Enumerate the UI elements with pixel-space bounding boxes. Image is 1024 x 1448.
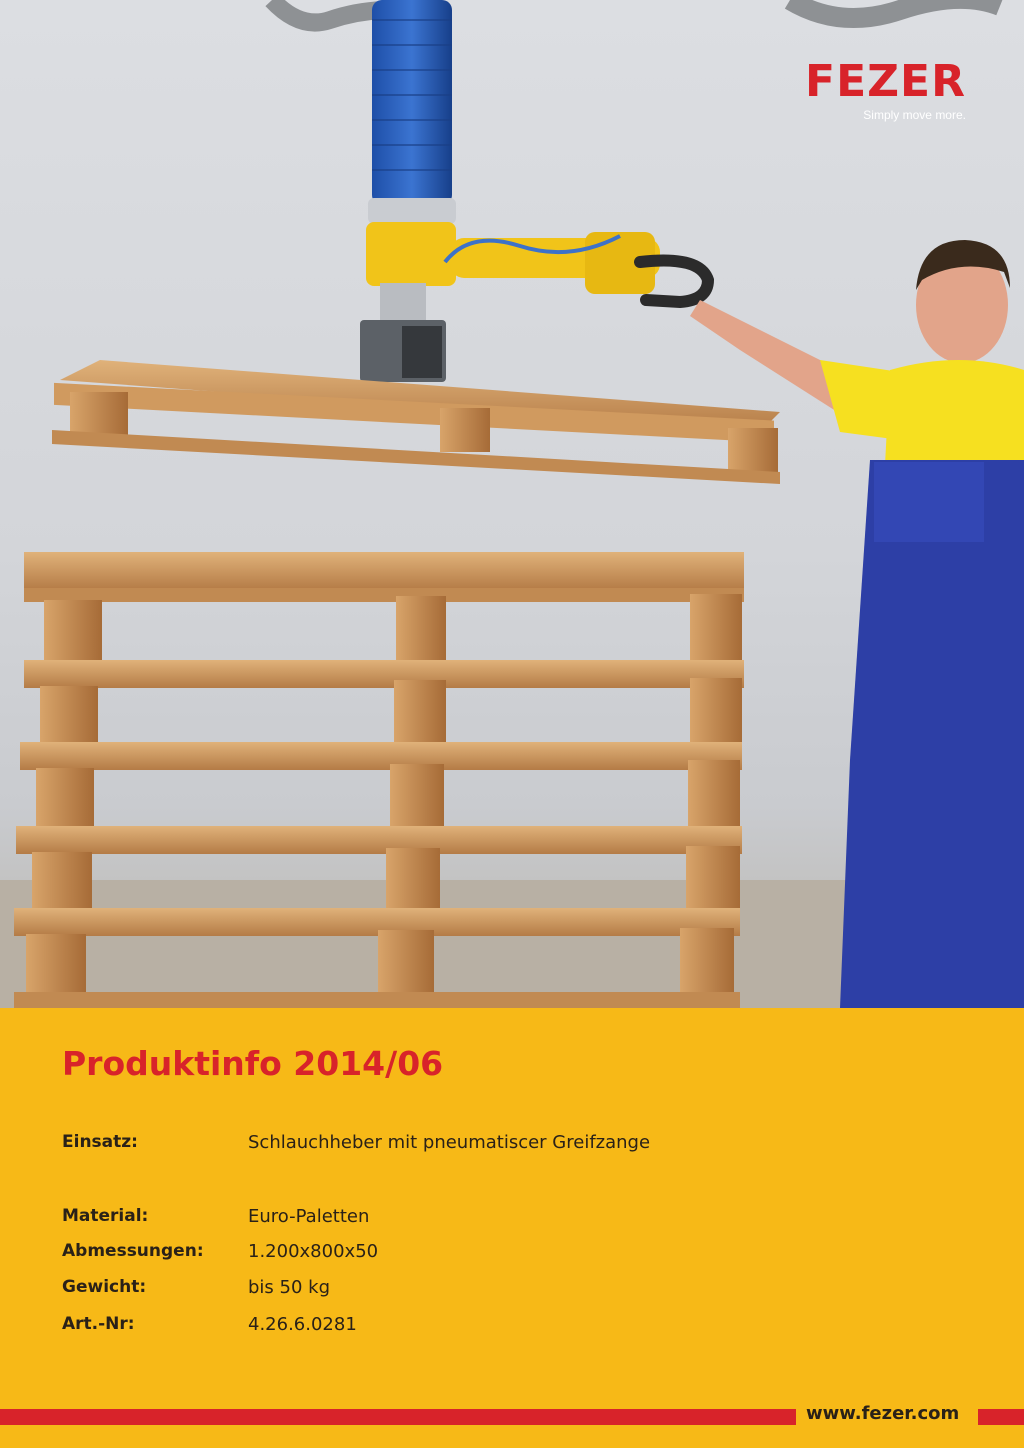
info-label: Material: (62, 1206, 149, 1226)
info-label: Gewicht: (62, 1277, 147, 1297)
website-link[interactable]: www.fezer.com (806, 1403, 960, 1424)
info-panel (0, 1008, 1024, 1448)
info-row-abmessungen (62, 1241, 962, 1269)
info-value: 1.200x800x50 (248, 1241, 379, 1262)
info-label: Abmessungen: (62, 1241, 204, 1261)
info-row-einsatz (62, 1132, 962, 1160)
info-label: Art.-Nr: (62, 1314, 135, 1334)
footer-bar-left (0, 1409, 796, 1425)
info-value: Schlauchheber mit pneumatiscer Greifzange (248, 1132, 651, 1153)
fezer-logo (796, 58, 966, 122)
logo-wordmark: FEZER (805, 56, 966, 107)
info-value: 4.26.6.0281 (248, 1314, 357, 1335)
footer-bar-right (978, 1409, 1024, 1425)
info-row-artnr (62, 1314, 962, 1342)
info-label: Einsatz: (62, 1132, 138, 1152)
info-row-gewicht (62, 1277, 962, 1305)
info-value: Euro-Paletten (248, 1206, 370, 1227)
info-row-material (62, 1206, 962, 1234)
logo-tagline: Simply move more. (863, 108, 966, 122)
info-value: bis 50 kg (248, 1277, 331, 1298)
page-title: Produktinfo 2014/06 (62, 1044, 444, 1083)
